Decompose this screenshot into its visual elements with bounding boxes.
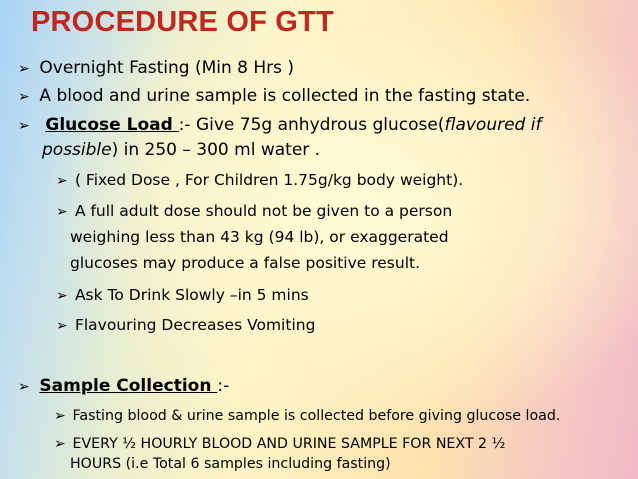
sub-bullet-before-glucose bbox=[54, 404, 560, 428]
glucose-load-text-b: ) in 250 – 300 ml water . bbox=[111, 140, 321, 160]
glucose-load-text-a: :- Give 75g anhydrous glucose( bbox=[178, 115, 445, 135]
bullet-arrow-icon: ➢ bbox=[54, 408, 66, 424]
bullet-arrow-icon: ➢ bbox=[56, 288, 68, 304]
bullet-glucose-load bbox=[18, 113, 541, 138]
bullet-arrow-icon: ➢ bbox=[56, 204, 68, 220]
sub-bullet-full-dose-cont-2 bbox=[70, 251, 420, 275]
glucose-load-italic-a: flavoured if bbox=[444, 115, 542, 135]
bullet-text: Overnight Fasting (Min 8 Hrs ) bbox=[39, 58, 295, 78]
slide-title: PROCEDURE OF GTT bbox=[31, 6, 334, 38]
sub-bullet-text: A full adult dose should not be given to a person bbox=[74, 202, 453, 220]
bullet-text: A blood and urine sample is collected in the fasting state. bbox=[39, 86, 531, 106]
sub-bullet-text: ( Fixed Dose , For Children 1.75g/kg body weight). bbox=[74, 171, 464, 189]
sub-bullet-full-dose-cont-1 bbox=[70, 225, 449, 249]
bullet-arrow-icon: ➢ bbox=[54, 436, 66, 452]
bullet-arrow-icon: ➢ bbox=[18, 379, 30, 395]
bullet-glucose-load-cont bbox=[42, 138, 320, 162]
bullet-arrow-icon: ➢ bbox=[18, 61, 30, 77]
glucose-load-label: Glucose Load bbox=[45, 115, 179, 135]
glucose-load-italic-b: possible bbox=[42, 140, 112, 160]
sample-collection-suffix: :- bbox=[217, 376, 230, 396]
bullet-arrow-icon: ➢ bbox=[56, 173, 68, 189]
sub-bullet-flavouring bbox=[56, 313, 315, 338]
sub-bullet-text: HOURS (i.e Total 6 samples including fasting) bbox=[70, 456, 391, 472]
sample-collection-label: Sample Collection bbox=[39, 376, 218, 396]
bullet-sample-collection bbox=[18, 374, 229, 399]
sub-bullet-text: glucoses may produce a false positive result. bbox=[70, 254, 421, 272]
bullet-overnight-fasting bbox=[18, 56, 294, 81]
bullet-arrow-icon: ➢ bbox=[18, 89, 30, 105]
bullet-arrow-icon: ➢ bbox=[18, 118, 30, 134]
sub-bullet-every-half-hour-cont bbox=[70, 452, 391, 476]
sub-bullet-drink-slowly bbox=[56, 283, 309, 308]
sub-bullet-text: weighing less than 43 kg (94 lb), or exaggerated bbox=[70, 228, 449, 246]
sub-bullet-full-dose bbox=[56, 199, 452, 224]
sub-bullet-fixed-dose bbox=[56, 168, 463, 193]
sub-bullet-text: Ask To Drink Slowly –in 5 mins bbox=[74, 286, 309, 304]
sub-bullet-text: EVERY ½ HOURLY BLOOD AND URINE SAMPLE FOR NEXT 2 ½ bbox=[72, 436, 506, 452]
sub-bullet-text: Fasting blood & urine sample is collected before giving glucose load. bbox=[72, 408, 561, 424]
sub-bullet-text: Flavouring Decreases Vomiting bbox=[74, 316, 316, 334]
bullet-arrow-icon: ➢ bbox=[56, 318, 68, 334]
bullet-fasting-sample bbox=[18, 84, 530, 109]
